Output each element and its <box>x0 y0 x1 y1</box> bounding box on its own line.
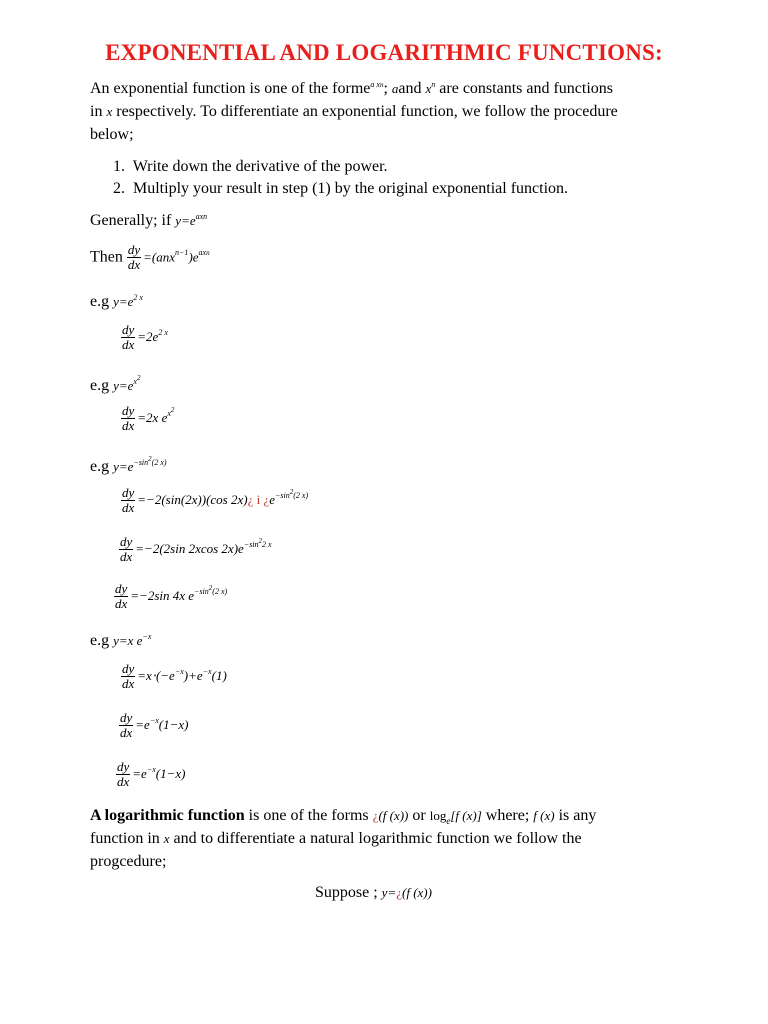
generally-line <box>90 212 207 230</box>
d3-expr: =−2(sin(2x))(cos 2x) <box>137 491 248 507</box>
then-den: dx <box>127 257 141 273</box>
d5-sup: −sin <box>194 586 209 596</box>
log-f1: (f (x)) <box>378 808 409 823</box>
log-red-marker: ¿ <box>372 808 379 823</box>
intro-text: An exponential function is one of the forme <box>90 80 371 97</box>
log-or: or <box>408 807 430 824</box>
then-num: dy <box>127 242 141 257</box>
d5-num: dy <box>115 581 128 596</box>
d7-num: dy <box>120 710 133 725</box>
d1-sup: 2 x <box>158 327 168 337</box>
log-term: A logarithmic function <box>90 807 245 824</box>
intro-line-2 <box>90 103 618 121</box>
d6-expr-a: =x⋅(−e <box>137 667 175 683</box>
log-line2-b: and to differentiate a natural logarithmic function we follow the <box>169 830 582 847</box>
d2-supsup: 2 <box>170 405 175 414</box>
log-text-b: is any <box>554 807 597 824</box>
log-text-a: is one of the forms <box>244 807 373 824</box>
d4-sup-tail: 2 x <box>262 539 272 549</box>
derivative-8-fraction <box>116 760 130 790</box>
derivative-5 <box>114 582 227 612</box>
d3-sup: −sin <box>275 490 290 500</box>
d1-den: dx <box>122 337 135 353</box>
intro-and: and <box>398 80 422 97</box>
d8-expr-b: (1−x) <box>155 765 186 781</box>
step-1-number: 1. <box>113 158 125 175</box>
derivative-3 <box>121 486 308 516</box>
d8-num: dy <box>117 759 130 774</box>
then-sup2n: n <box>206 249 210 258</box>
intro-var-n: n <box>431 80 436 89</box>
intro-var-x: x <box>425 81 432 96</box>
then-sup2: ax <box>198 248 207 258</box>
d3-den: dx <box>122 500 135 516</box>
derivative-4 <box>119 535 272 565</box>
d6-den: dx <box>122 676 135 692</box>
d2-sup: x <box>167 408 171 418</box>
derivative-6 <box>121 662 227 692</box>
derivative-1 <box>121 323 168 353</box>
intro-sup-n: n <box>379 81 384 89</box>
derivative-2 <box>121 404 174 434</box>
example-2-supsup: 2 <box>136 374 141 382</box>
intro-semicolon: ; <box>383 80 388 97</box>
d1-num: dy <box>122 322 135 337</box>
log-line-1 <box>90 807 596 826</box>
derivative-1-fraction <box>121 323 135 353</box>
d6-expr-b: )+e <box>183 667 203 683</box>
suppose-line <box>315 884 432 902</box>
d8-den: dx <box>117 774 130 790</box>
intro-line2-x: x <box>106 104 113 119</box>
d4-den: dx <box>120 549 133 565</box>
example-2-expr: y=e <box>113 378 134 393</box>
derivative-7 <box>119 711 188 741</box>
example-3-expr: y=e <box>113 459 134 474</box>
d5-expr: =−2sin 4x e <box>130 587 195 603</box>
d5-den: dx <box>115 596 128 612</box>
d6-num: dy <box>122 661 135 676</box>
example-1 <box>90 293 143 311</box>
d3-red-marker: ¿ i ¿ <box>247 491 270 507</box>
intro-var-a: a <box>391 81 399 96</box>
intro-line2-end: respectively. To differentiate an exponential function, we follow the procedure <box>112 103 618 120</box>
derivative-6-fraction <box>121 662 135 692</box>
log-sub: e <box>446 816 451 827</box>
derivative-5-fraction <box>114 582 128 612</box>
log-log: log <box>429 808 447 823</box>
generally-expr: y=e <box>175 213 196 228</box>
then-expr-b: )e <box>188 249 199 265</box>
log-line-3: progcedure; <box>90 853 167 870</box>
then-line <box>90 243 210 273</box>
suppose-expr: y= <box>381 885 397 900</box>
d2-expr: =2x e <box>137 409 168 425</box>
example-3-sup-tail: (2 x) <box>151 458 167 467</box>
d1-expr: =2e <box>137 328 159 344</box>
intro-line-3: below; <box>90 126 134 143</box>
example-4-expr: y=x e <box>113 633 143 648</box>
d7-expr-a: =e <box>135 716 150 732</box>
d2-den: dx <box>122 418 135 434</box>
derivative-4-fraction <box>119 535 133 565</box>
log-line2-a: function in <box>90 830 164 847</box>
d4-expr: =−2(2sin 2xcos 2x)e <box>135 540 244 556</box>
generally-label: Generally; if <box>90 212 176 229</box>
intro-sup: a x <box>370 80 380 89</box>
example-4 <box>90 632 151 650</box>
then-label: Then <box>90 248 127 266</box>
then-fraction <box>127 243 141 273</box>
generally-sup: axn <box>195 212 208 221</box>
d8-expr-a: =e <box>132 765 147 781</box>
d4-supsup: 2 <box>258 536 263 545</box>
derivative-7-fraction <box>119 711 133 741</box>
d4-num: dy <box>120 534 133 549</box>
log-line-2 <box>90 830 582 848</box>
log-f2: [f (x)] <box>450 808 482 823</box>
d3-supsup: 2 <box>289 487 294 496</box>
step-2 <box>113 180 568 198</box>
d6-expr-c: (1) <box>211 667 227 683</box>
d3-num: dy <box>122 485 135 500</box>
suppose-tail: (f (x)) <box>402 885 432 900</box>
d7-sup: −x <box>149 715 159 725</box>
intro-line-1 <box>90 80 613 98</box>
example-1-expr: y=e <box>113 294 134 309</box>
d6-sup2: −x <box>202 666 212 676</box>
log-line2-x: x <box>163 831 170 846</box>
d5-supsup: 2 <box>208 583 213 592</box>
example-2 <box>90 374 140 395</box>
example-3 <box>90 455 167 476</box>
d7-den: dx <box>120 725 133 741</box>
example-4-sup: −x <box>142 632 152 641</box>
intro-line2-start: in <box>90 103 103 120</box>
example-1-label: e.g <box>90 293 114 310</box>
derivative-3-fraction <box>121 486 135 516</box>
derivative-2-fraction <box>121 404 135 434</box>
d3-sup-tail: (2 x) <box>293 490 309 500</box>
d3-e: e <box>269 491 276 507</box>
log-fx: f (x) <box>533 808 555 823</box>
example-2-label: e.g <box>90 377 114 394</box>
d7-expr-b: (1−x) <box>158 716 189 732</box>
step-1-text: Write down the derivative of the power. <box>132 158 388 175</box>
example-3-label: e.g <box>90 458 114 475</box>
example-4-label: e.g <box>90 632 114 649</box>
d5-sup-tail: (2 x) <box>212 586 228 596</box>
d8-sup: −x <box>146 764 156 774</box>
derivative-8 <box>116 760 185 790</box>
page-title: EXPONENTIAL AND LOGARITHMIC FUNCTIONS: <box>105 40 663 65</box>
log-where: where; <box>481 807 534 824</box>
example-2-sup: x <box>133 377 137 386</box>
then-expr-a: =(anx <box>143 249 176 265</box>
example-3-supsup: 2 <box>148 455 152 463</box>
d6-sup1: −x <box>174 666 184 676</box>
step-2-text: Multiply your result in step (1) by the original exponential function. <box>133 180 569 197</box>
d4-sup: −sin <box>243 539 259 549</box>
step-2-number: 2. <box>113 180 125 197</box>
step-1 <box>113 158 388 176</box>
suppose-label: Suppose ; <box>315 884 382 901</box>
example-1-sup: 2 x <box>133 293 143 302</box>
d2-num: dy <box>122 403 135 418</box>
suppose-red-marker: ¿ <box>396 885 402 900</box>
then-sup1: n−1 <box>175 248 189 258</box>
example-3-sup: −sin <box>133 458 149 467</box>
intro-text-end: are constants and functions <box>435 80 614 97</box>
